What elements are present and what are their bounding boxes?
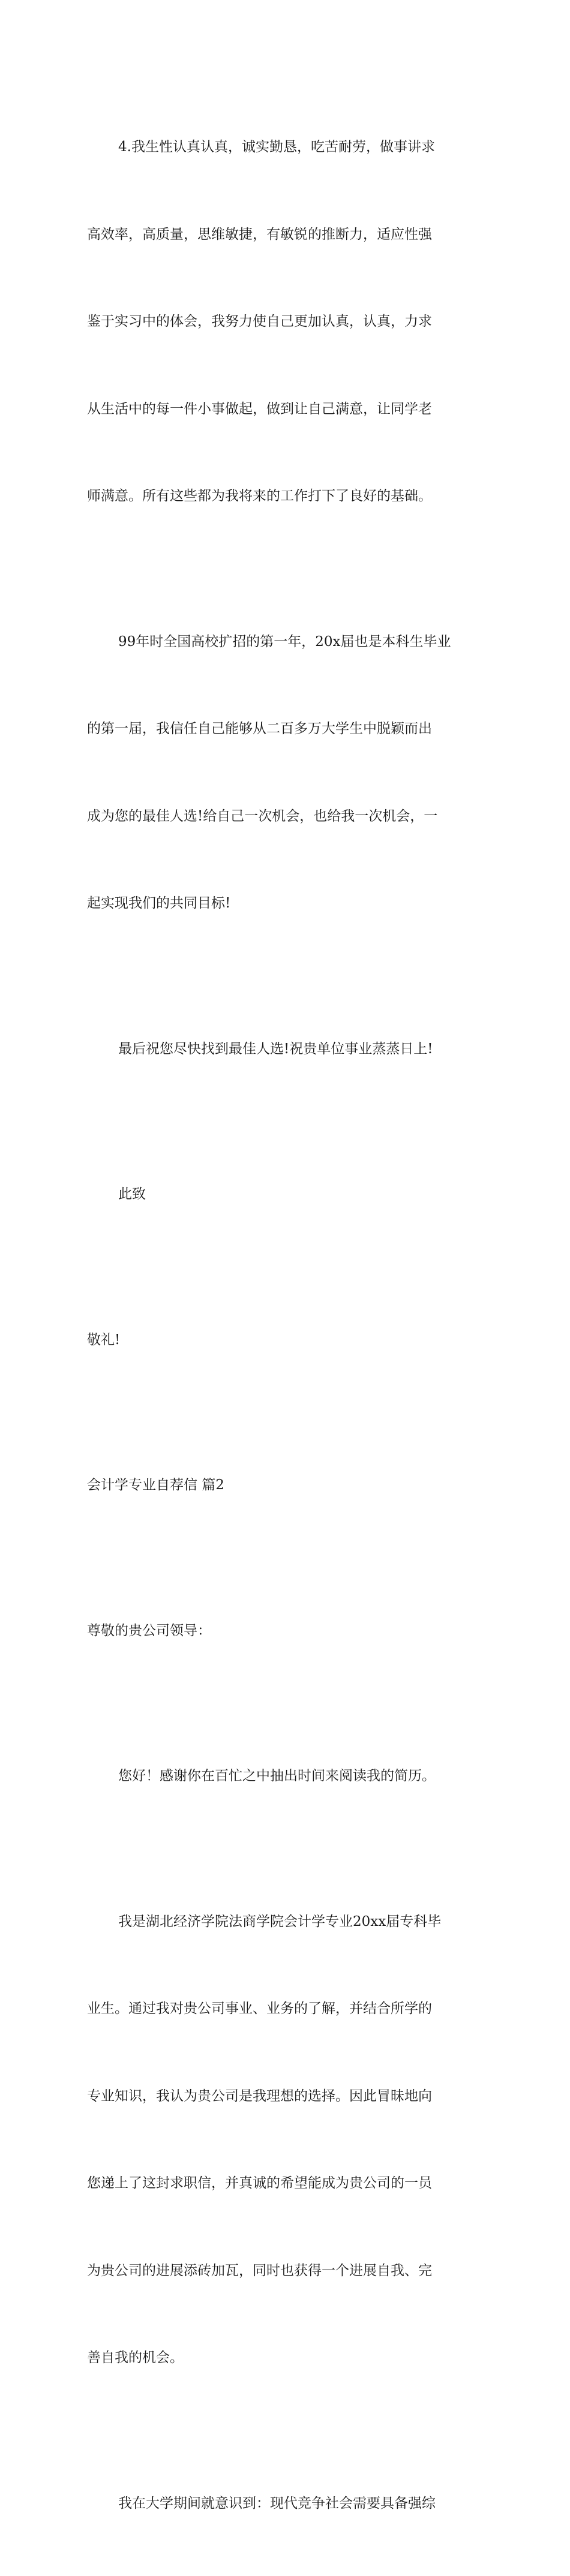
paragraph-strengths: [87, 74, 486, 569]
text-line: 业生。通过我对贵公司事业、业务的了解，并结合所学的: [87, 1994, 486, 2024]
closing-salutation: [87, 1122, 486, 1267]
text-line: 最后祝您尽快找到最佳人选!祝贵单位事业蒸蒸日上!: [87, 1035, 486, 1064]
text-line: 我在大学期间就意识到：现代竞争社会需要具备强综: [87, 2489, 486, 2518]
text-line: 专业知识，我认为贵公司是我理想的选择。因此冒昧地向: [87, 2082, 486, 2111]
text-line: 成为您的最佳人选!给自己一次机会，也给我一次机会，一: [87, 802, 486, 831]
closing-regards: [87, 1267, 486, 1413]
greeting: [87, 1558, 486, 1704]
text-line: 善自我的机会。: [87, 2343, 486, 2373]
text-line: 会计学专业自荐信 篇2: [87, 1471, 486, 1500]
paragraph-hello: [87, 1703, 486, 1849]
paragraph-wishes: [87, 976, 486, 1122]
text-line: 敬礼!: [87, 1325, 486, 1355]
text-line: 从生活中的每一件小事做起，做到让自己满意，让同学老: [87, 395, 486, 424]
paragraph-graduation: [87, 569, 486, 976]
text-line: 此致: [87, 1180, 486, 1209]
paragraph-introduction: [87, 1849, 486, 2431]
text-line: 4.我生性认真认真，诚实勤恳，吃苦耐劳，做事讲求: [87, 133, 486, 162]
paragraph-awareness: [87, 2431, 486, 2576]
text-line: 鉴于实习中的体会，我努力使自己更加认真，认真，力求: [87, 307, 486, 336]
text-line: 我是湖北经济学院法商学院会计学专业20xx届专科毕: [87, 1907, 486, 1937]
section-heading: [87, 1412, 486, 1558]
text-line: 99年时全国高校扩招的第一年，20x届也是本科生毕业: [87, 627, 486, 657]
text-line: 您递上了这封求职信，并真诚的希望能成为贵公司的一员: [87, 2169, 486, 2198]
text-line: 尊敬的贵公司领导：: [87, 1616, 486, 1646]
text-line: 您好！感谢你在百忙之中抽出时间来阅读我的简历。: [87, 1762, 486, 1791]
text-line: 起实现我们的共同目标!: [87, 889, 486, 918]
document-body: [87, 74, 486, 2576]
text-line: 高效率，高质量，思维敏捷，有敏锐的推断力，适应性强: [87, 220, 486, 250]
document-page: [0, 0, 570, 806]
text-line: 师满意。所有这些都为我将来的工作打下了良好的基础。: [87, 482, 486, 511]
text-line: 为贵公司的进展添砖加瓦，同时也获得一个进展自我、完: [87, 2256, 486, 2286]
text-line: 的第一届，我信任自己能够从二百多万大学生中脱颖而出: [87, 714, 486, 744]
